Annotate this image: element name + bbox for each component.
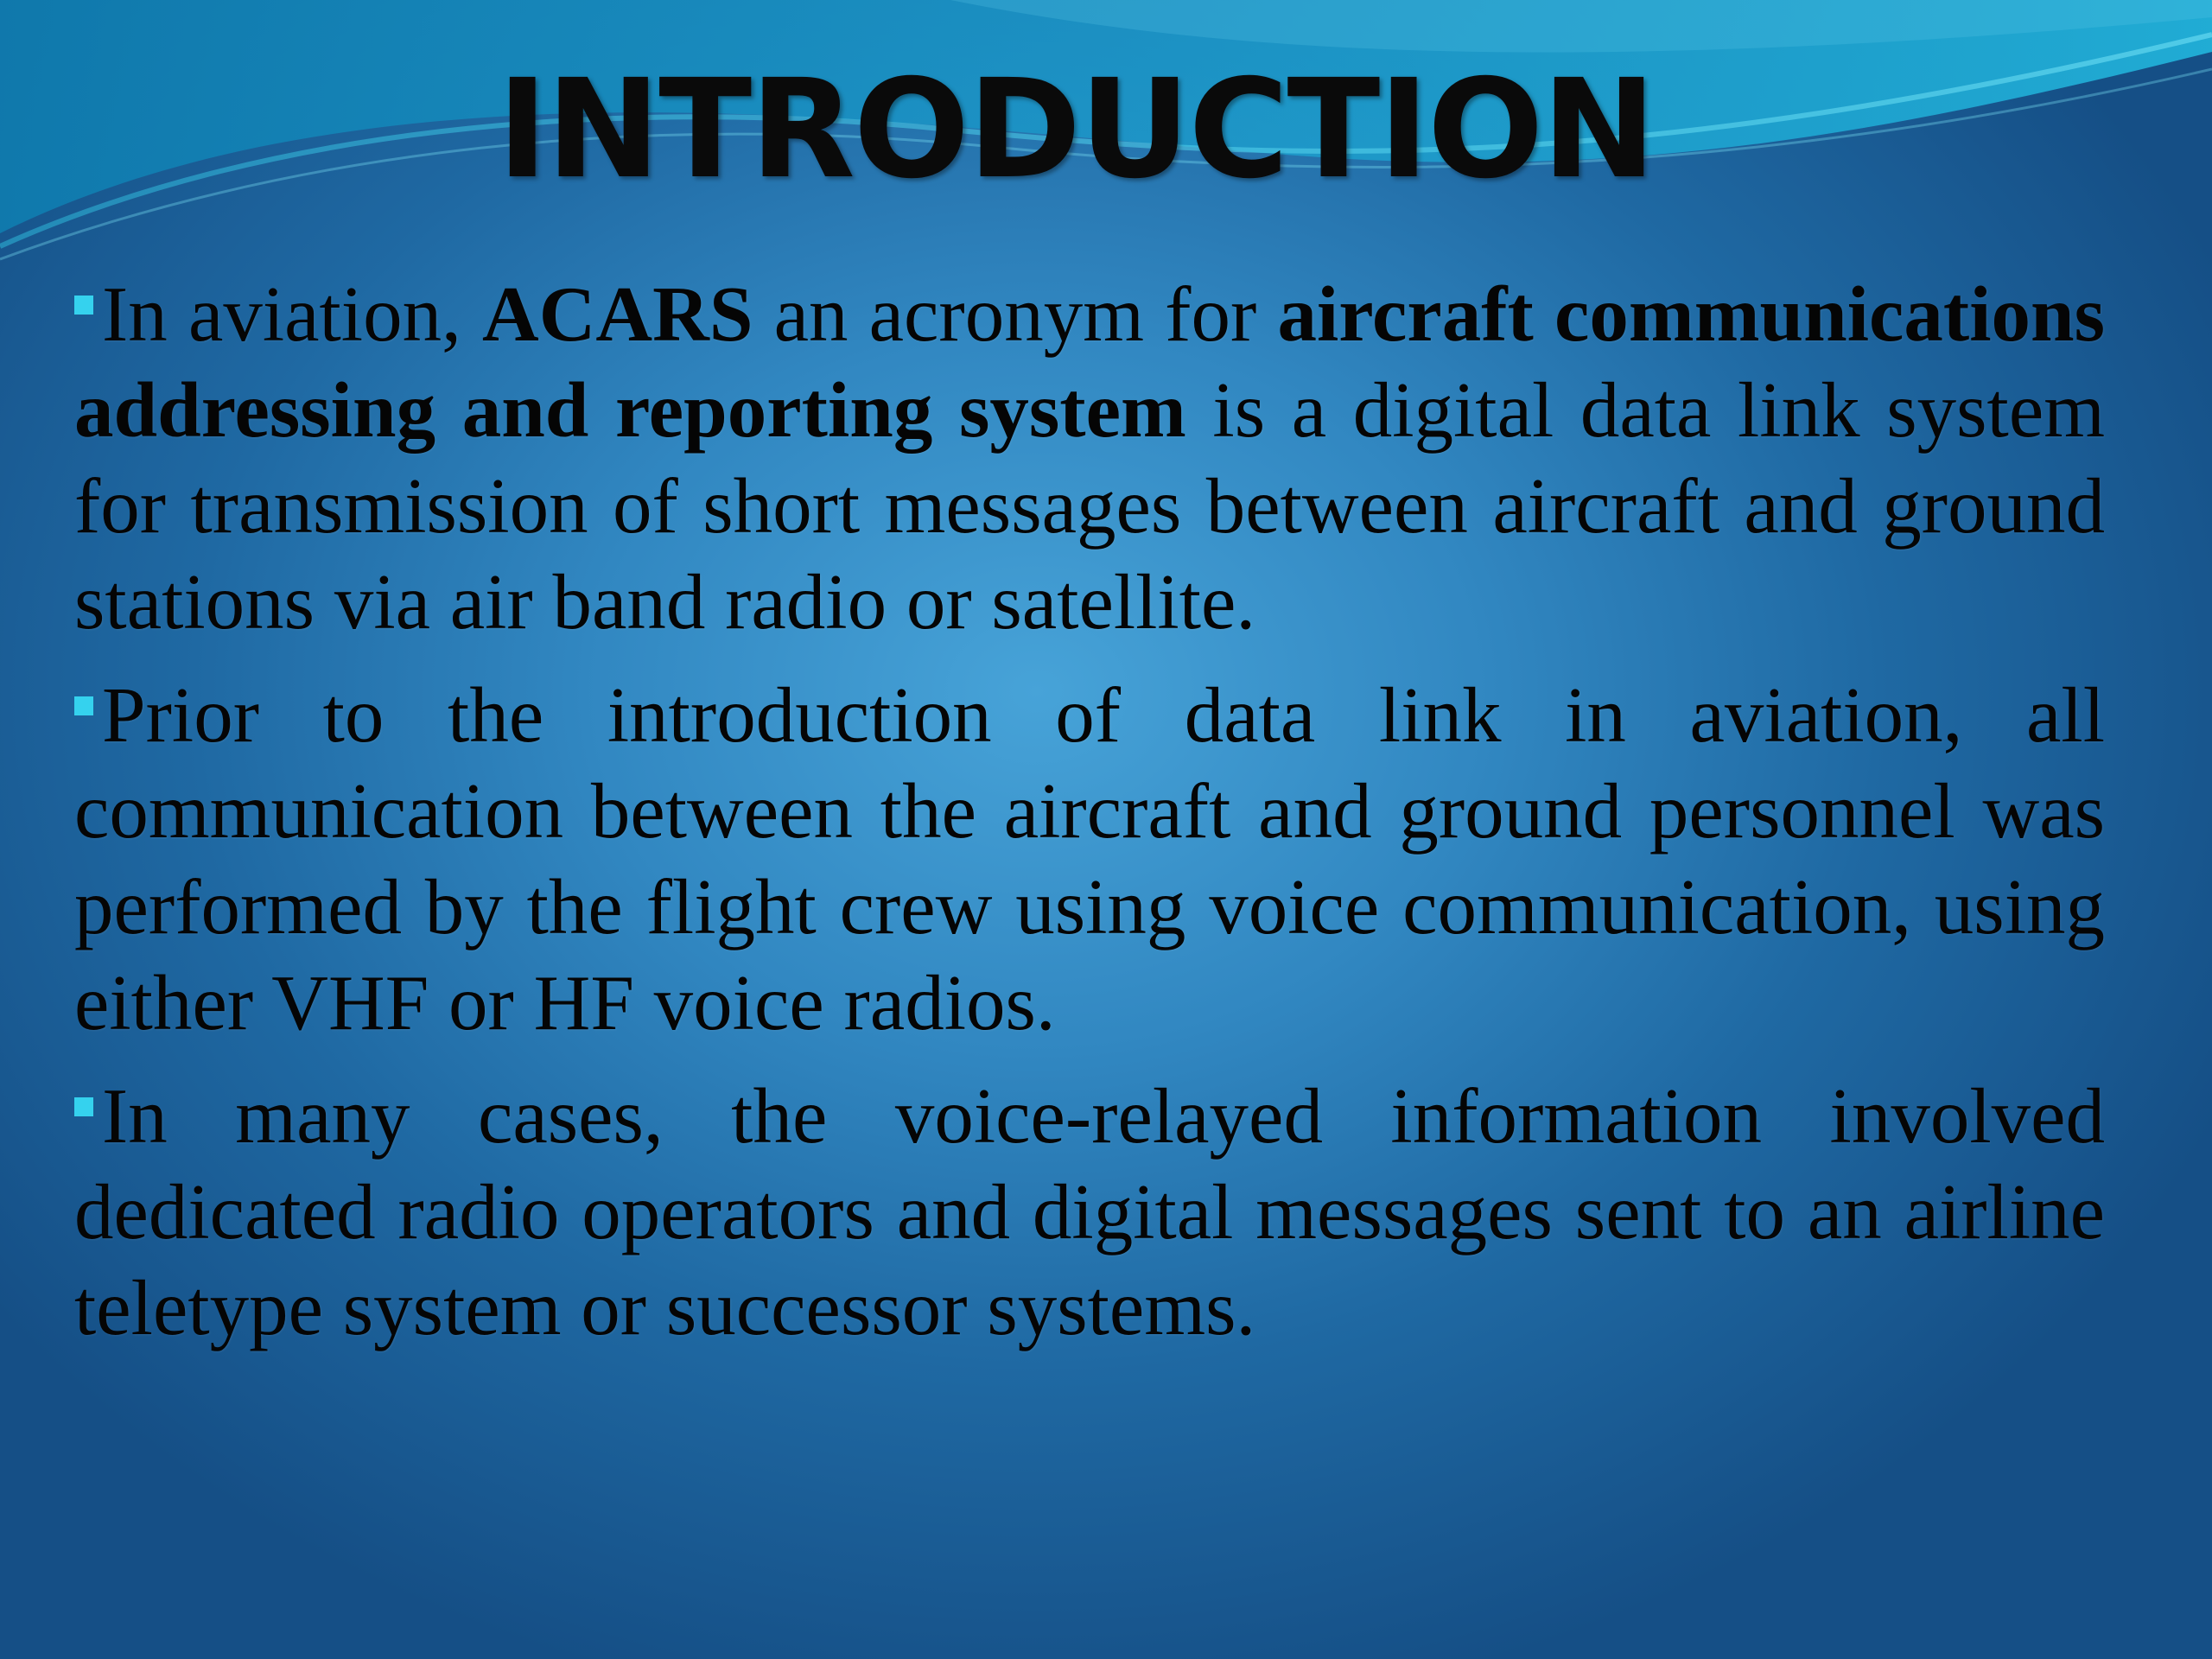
slide-title: INTRODUCTION <box>497 50 1655 209</box>
bold-term-full-name: aircraft communications addressing and reporting system <box>74 270 2106 454</box>
bullet-item-acars <box>74 266 2105 650</box>
square-bullet-icon <box>74 1097 93 1116</box>
bullet-text: is a digital data link system for transmission of short messages between aircraft and ground stations via air band radio or satellite. <box>74 366 2105 645</box>
bullet-list <box>74 266 2105 1510</box>
bullet-item-history <box>74 667 2105 1051</box>
bullet-text: an acronym for <box>753 270 1278 358</box>
bold-term-acars: ACARS <box>481 270 753 358</box>
square-bullet-icon <box>74 696 93 715</box>
square-bullet-icon <box>74 296 93 315</box>
bullet-text: In aviation, <box>102 270 482 358</box>
bullet-item-operators <box>74 1068 2105 1356</box>
bullet-text: Prior to the introduction of data link in aviation, all communication between the aircraft and ground personnel was performed by the flight crew using voice communication, using either VHF or HF voice radios. <box>74 671 2105 1046</box>
bullet-text: In many cases, the voice-relayed information involved dedicated radio operators and digital messages sent to an airline teletype system or successor systems. <box>74 1072 2105 1351</box>
